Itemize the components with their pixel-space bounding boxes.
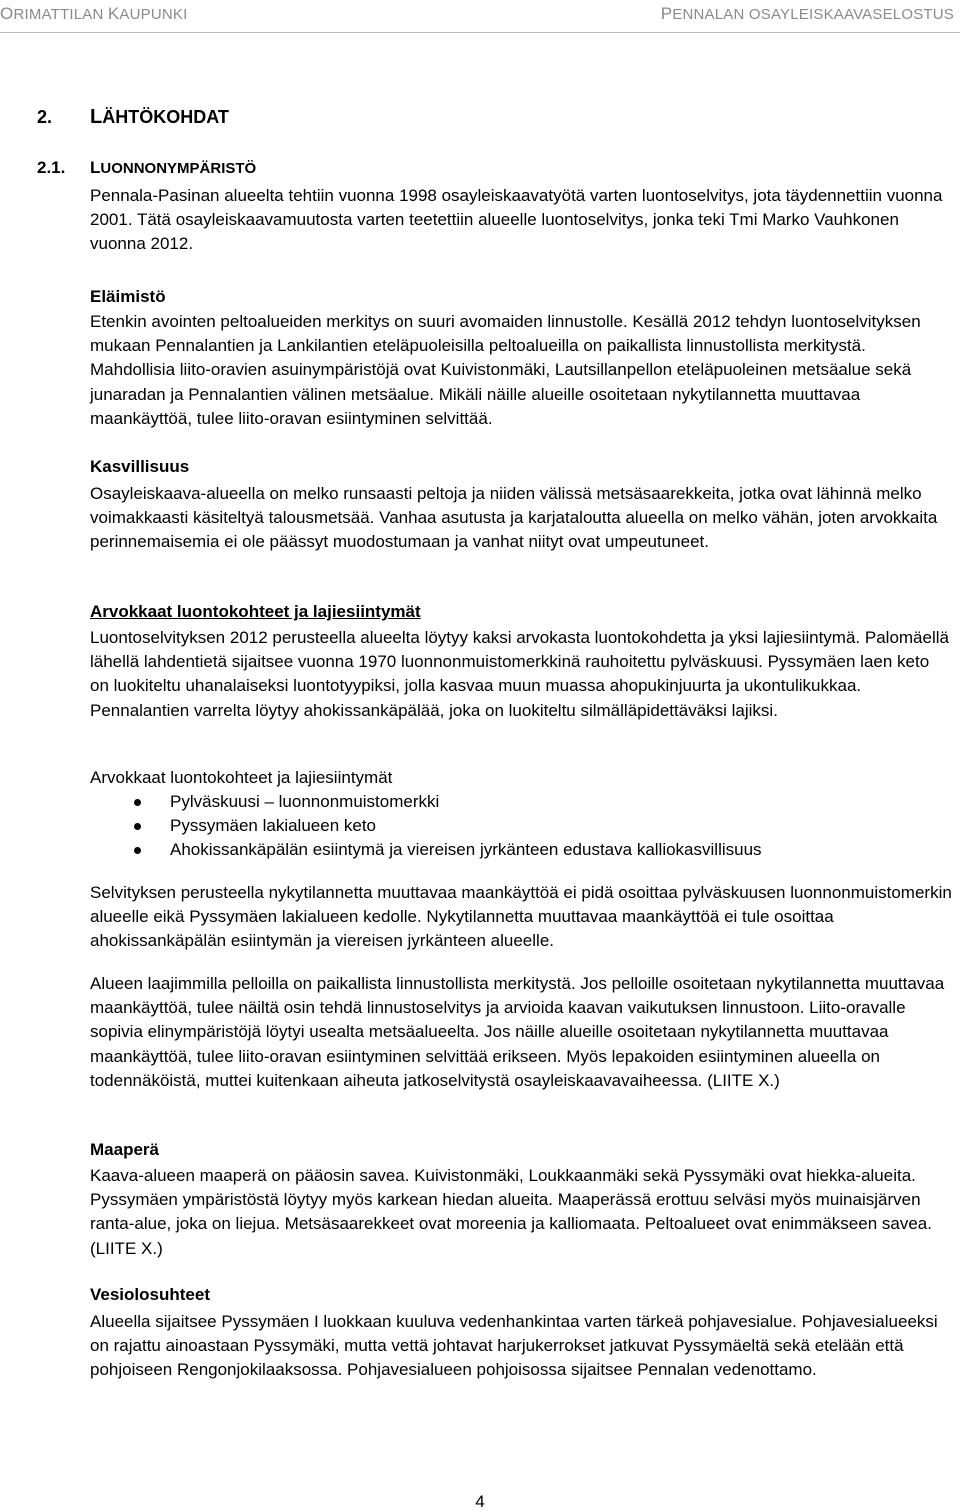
elaimisto-paragraph: Etenkin avointen peltoalueiden merkitys on suuri avomaiden linnustolle. Kesällä 2012 tehdyn luontoselvityksen mukaan Pennalantien ja Lankilantien eteläpuoleisilla peltoalueilla on paikallista linnustollista merkitystä. Mahdollisia liito-oravien asuinympäristöjä ovat Kuivistonmäki, Lautsillanpellon eteläpuoleinen metsäalue sekä junaradan ja Pennalantien välinen metsäalue. Mikäli näille alueille osoitetaan nykytilannetta muuttavaa maankäyttöä, tulee liito-oravan esiintyminen selvittää. bbox=[90, 312, 921, 428]
kasvillisuus-paragraph: Osayleiskaava-alueella on melko runsaasti peltoja ja niiden välissä metsäsaarekkeita, jotka ovat lähinnä melko voimakkaasti käsiteltyä talousmetsää. Vanhaa asutusta ja karjataloutta alueella on melko vähän, joten arvokkaita perinnemaisemia ei ole päässyt muodostumaan ja vanhat niityt ovat umpeutuneet. bbox=[90, 484, 938, 552]
intro-paragraph: Pennala-Pasinan alueelta tehtiin vuonna 1998 osayleiskaavatyötä varten luontoselvitys, jota täydennettiin vuonna 2001. Tätä osayleiskaavamuutosta varten teetettiin alueelle luontoselvitys, jonka teki Tmi Marko Vauhkonen vuonna 2012. bbox=[90, 186, 943, 254]
vesiolosuhteet-heading: Vesiolosuhteet bbox=[90, 1285, 210, 1304]
vesiolosuhteet-paragraph: Alueella sijaitsee Pyssymäen I luokkaan kuuluva vedenhankintaa varten tärkeä pohjavesialue. Pohjavesialueeksi on rajattu ainoastaan Pyssymäki, mutta vettä johtavat harjukerrokset jatkuvat Pyssymäeltä sekä etelään että pohjoiseen Rengonjokilaaksossa. Pohjavesialueen pohjoisossa sijaitsee Pennalan vedenottamo. bbox=[90, 1312, 938, 1380]
maapera-heading: Maaperä bbox=[90, 1140, 159, 1159]
section-heading: 2. LÄHTÖKOHDAT bbox=[37, 106, 229, 128]
arvokkaat-paragraph-2: Selvityksen perusteella nykytilannetta muuttavaa maankäyttöä ei pidä osoittaa pylväskuusen luonnonmuistomerkin alueelle eikä Pyssymäen lakialueen kedolle. Nykytilannetta muuttavaa maankäyttöä ei tule osoittaa ahokissankäpälän esiintymän ja viereisen jyrkänteen alueelle. bbox=[90, 883, 952, 951]
arvokkaat-list-title: Arvokkaat luontokohteet ja lajiesiintymät bbox=[90, 768, 393, 787]
subsection-number: 2.1. bbox=[37, 158, 66, 177]
arvokkaat-list bbox=[90, 790, 952, 863]
subsection-heading: 2.1. LUONNONYMPÄRISTÖ bbox=[37, 158, 257, 177]
elaimisto-heading: Eläimistö bbox=[90, 287, 166, 306]
header-rule bbox=[0, 32, 960, 33]
running-header-right: PENNALAN OSAYLEISKAAVASELOSTUS bbox=[660, 4, 954, 23]
list-item: Pylväskuusi – luonnonmuistomerkki bbox=[90, 790, 952, 814]
list-item: Pyssymäen lakialueen keto bbox=[90, 814, 952, 838]
maapera-paragraph: Kaava-alueen maaperä on pääosin savea. Kuivistonmäki, Loukkaanmäki sekä Pyssymäki ovat hiekka-alueita. Pyssymäen ympäristöstä löytyy myös karkean hiedan alueita. Maaperässä erottuu selväsi myös muinaisjärven ranta-alue, joka on liejua. Metsäsaarekkeet ovat moreenia ja kalliomaata. Peltoalueet ovat enimmäkseen savea. (LIITE X.) bbox=[90, 1166, 932, 1258]
running-header-left: ORIMATTILAN KAUPUNKI bbox=[0, 4, 188, 23]
page-number: 4 bbox=[475, 1492, 485, 1511]
kasvillisuus-heading: Kasvillisuus bbox=[90, 457, 190, 476]
arvokkaat-paragraph: Luontoselvityksen 2012 perusteella alueelta löytyy kaksi arvokasta luontokohdetta ja yksi lajiesiintymä. Palomäellä lähellä lahdentietä sijaitsee vuonna 1970 luonnonmuistomerkkinä rauhoitettu pylväskuusi. Pyssymäen laen keto on luokiteltu uhanalaiseksi luontotyypiksi, jolla kasvaa muun muassa ahopukinjuurta ja ukontulikukkaa. Pennalantien varrelta löytyy ahokissankäpälää, joka on luokiteltu silmälläpidettäväksi lajiksi. bbox=[90, 628, 949, 720]
list-item: Ahokissankäpälän esiintymä ja viereisen jyrkänteen edustava kalliokasvillisuus bbox=[90, 838, 952, 862]
arvokkaat-heading: Arvokkaat luontokohteet ja lajiesiintymät bbox=[90, 602, 421, 621]
arvokkaat-paragraph-3: Alueen laajimmilla pelloilla on paikallista linnustollista merkitystä. Jos pelloille osoitetaan nykytilannetta muuttavaa maankäyttöä, tulee näiltä osin tehdä linnustoselvitys ja arvioida kaavan vaikutuksen linnustoon. Liito-oravalle sopivia elinympäristöjä löytyi usealta metsäalueelta. Jos näille alueille osoitetaan nykytilannetta muuttavaa maankäyttöä, tulee liito-oravan esiintyminen selvittää erikseen. Myös lepakoiden esiintyminen alueella on todennäköistä, muttei kuitenkaan aiheuta jatkoselvitystä osayleiskaavavaiheessa. (LIITE X.) bbox=[90, 974, 945, 1090]
section-number: 2. bbox=[37, 107, 53, 127]
